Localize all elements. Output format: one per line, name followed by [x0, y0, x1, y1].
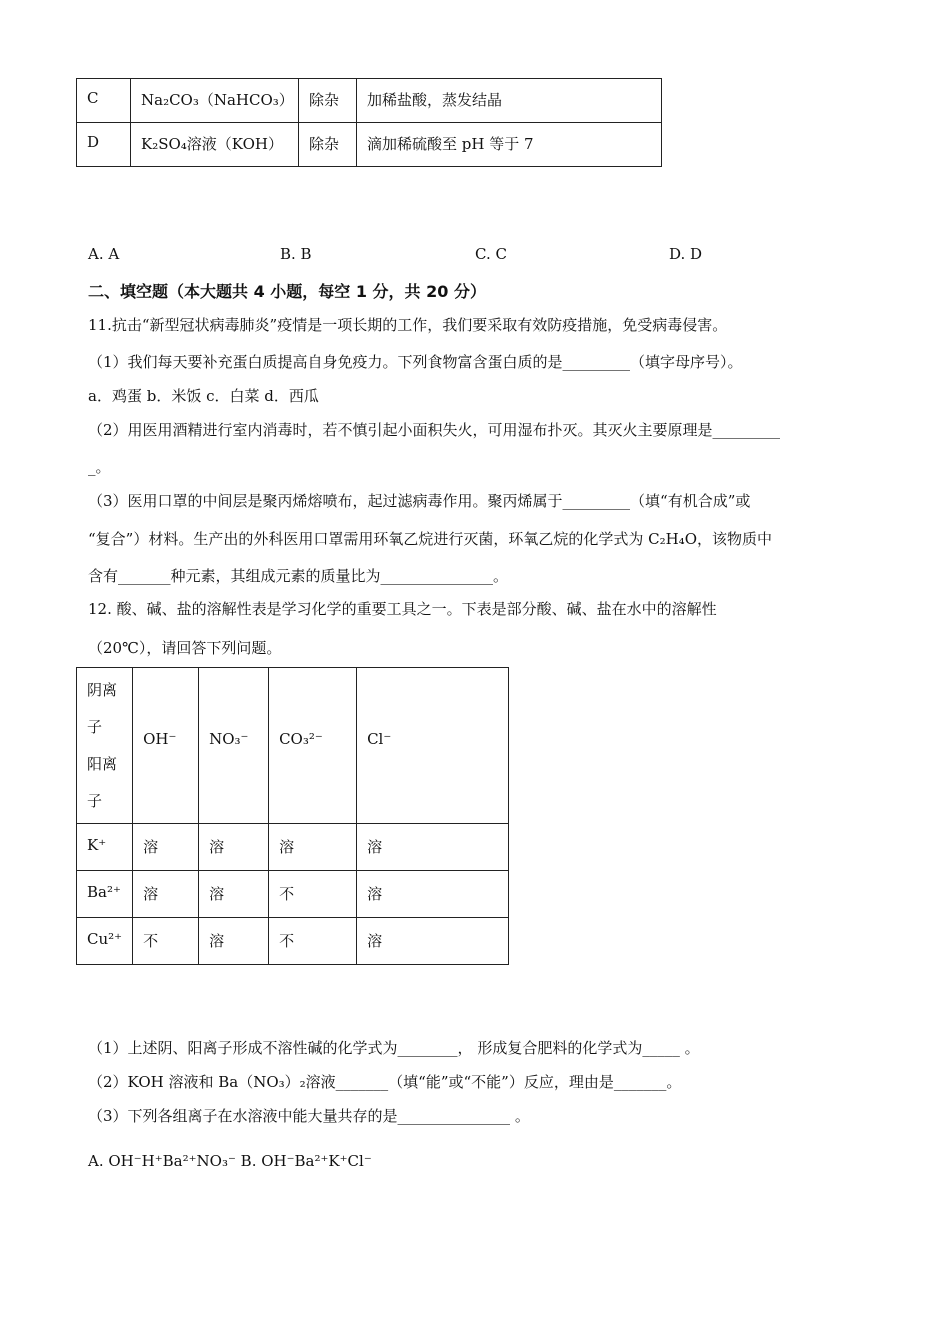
anion-header: Cl⁻ [357, 668, 509, 824]
anion-header: CO₃²⁻ [269, 668, 357, 824]
q12-part2: （2）KOH 溶液和 Ba（NO₃）₂溶液_______（填“能”或“不能”）反应，理由是_______。 [88, 1073, 682, 1091]
q11-part3-cont: “复合”）材料。生产出的外科医用口罩需用环氧乙烷进行灭菌，环氧乙烷的化学式为 C₂H₄O，该物质中 [88, 530, 772, 548]
q11-part2: （2）用医用酒精进行室内消毒时，若不慎引起小面积失火，可用湿布扑灭。其灭火主要原理是_________ [88, 421, 781, 439]
q11-options: a．鸡蛋 b．米饭 c．白菜 d．西瓜 [88, 387, 319, 405]
table-header-row [77, 668, 509, 824]
purpose-cell: 除杂 [299, 79, 357, 123]
choice-d[interactable]: D. D [669, 245, 703, 263]
solubility-cell: 溶 [199, 824, 269, 871]
q11-part3-end: 含有_______种元素，其组成元素的质量比为_______________。 [88, 567, 509, 585]
q12-answer-choices[interactable]: A. OH⁻H⁺Ba²⁺NO₃⁻ B. OH⁻Ba²⁺K⁺Cl⁻ [88, 1152, 372, 1170]
table-row [77, 918, 509, 965]
anion-header: NO₃⁻ [199, 668, 269, 824]
solubility-cell: 溶 [133, 871, 199, 918]
row-label: C [77, 79, 131, 123]
solubility-cell: 溶 [357, 918, 509, 965]
cation-cell: Ba²⁺ [77, 871, 133, 918]
solubility-cell: 溶 [199, 871, 269, 918]
q11-part1: （1）我们每天要补充蛋白质提高自身免疫力。下列食物富含蛋白质的是_________（填字母序号）。 [88, 353, 743, 371]
choice-c[interactable]: C. C [475, 245, 507, 263]
anion-header: OH⁻ [133, 668, 199, 824]
solubility-cell: 溶 [199, 918, 269, 965]
table-row [77, 123, 662, 167]
solubility-cell: 溶 [269, 824, 357, 871]
corner-header-cell [77, 668, 133, 824]
q11-part2-cont: _。 [88, 458, 111, 476]
substance-cell: K₂SO₄溶液（KOH） [131, 123, 299, 167]
solubility-cell: 不 [269, 918, 357, 965]
table-row [77, 871, 509, 918]
method-cell: 加稀盐酸，蒸发结晶 [357, 79, 662, 123]
table-row [77, 79, 662, 123]
cation-cell: K⁺ [77, 824, 133, 871]
q11-stem: 11.抗击“新型冠状病毒肺炎”疫情是一项长期的工作，我们要采取有效防疫措施，免受病毒侵害。 [88, 316, 728, 334]
purpose-cell: 除杂 [299, 123, 357, 167]
choice-b[interactable]: B. B [280, 245, 312, 263]
method-cell: 滴加稀硫酸至 pH 等于 7 [357, 123, 662, 167]
section-heading: 二、填空题（本大题共 4 小题，每空 1 分，共 20 分） [88, 282, 486, 301]
solubility-table [76, 667, 509, 965]
q12-stem-cont: （20℃），请回答下列问题。 [88, 639, 282, 657]
solubility-cell: 溶 [133, 824, 199, 871]
corner-label: 子 [87, 792, 103, 810]
q12-part1: （1）上述阴、阳离子形成不溶性碱的化学式为________， 形成复合肥料的化学式为_____ 。 [88, 1039, 700, 1057]
solubility-cell: 溶 [357, 871, 509, 918]
choice-a[interactable]: A. A [88, 245, 120, 263]
q12-part3: （3）下列各组离子在水溶液中能大量共存的是_______________ 。 [88, 1107, 530, 1125]
table-row [77, 824, 509, 871]
corner-label: 阴离 [87, 681, 118, 699]
options-table [76, 78, 662, 167]
solubility-cell: 不 [133, 918, 199, 965]
q11-part3: （3）医用口罩的中间层是聚丙烯熔喷布，起过滤病毒作用。聚丙烯属于_________（填“有机合成”或 [88, 492, 751, 510]
solubility-cell: 溶 [357, 824, 509, 871]
q12-stem: 12. 酸、碱、盐的溶解性表是学习化学的重要工具之一。下表是部分酸、碱、盐在水中的溶解性 [88, 600, 717, 618]
solubility-cell: 不 [269, 871, 357, 918]
corner-label: 阳离 [87, 755, 118, 773]
cation-cell: Cu²⁺ [77, 918, 133, 965]
substance-cell: Na₂CO₃（NaHCO₃） [131, 79, 299, 123]
corner-label: 子 [87, 718, 103, 736]
row-label: D [77, 123, 131, 167]
